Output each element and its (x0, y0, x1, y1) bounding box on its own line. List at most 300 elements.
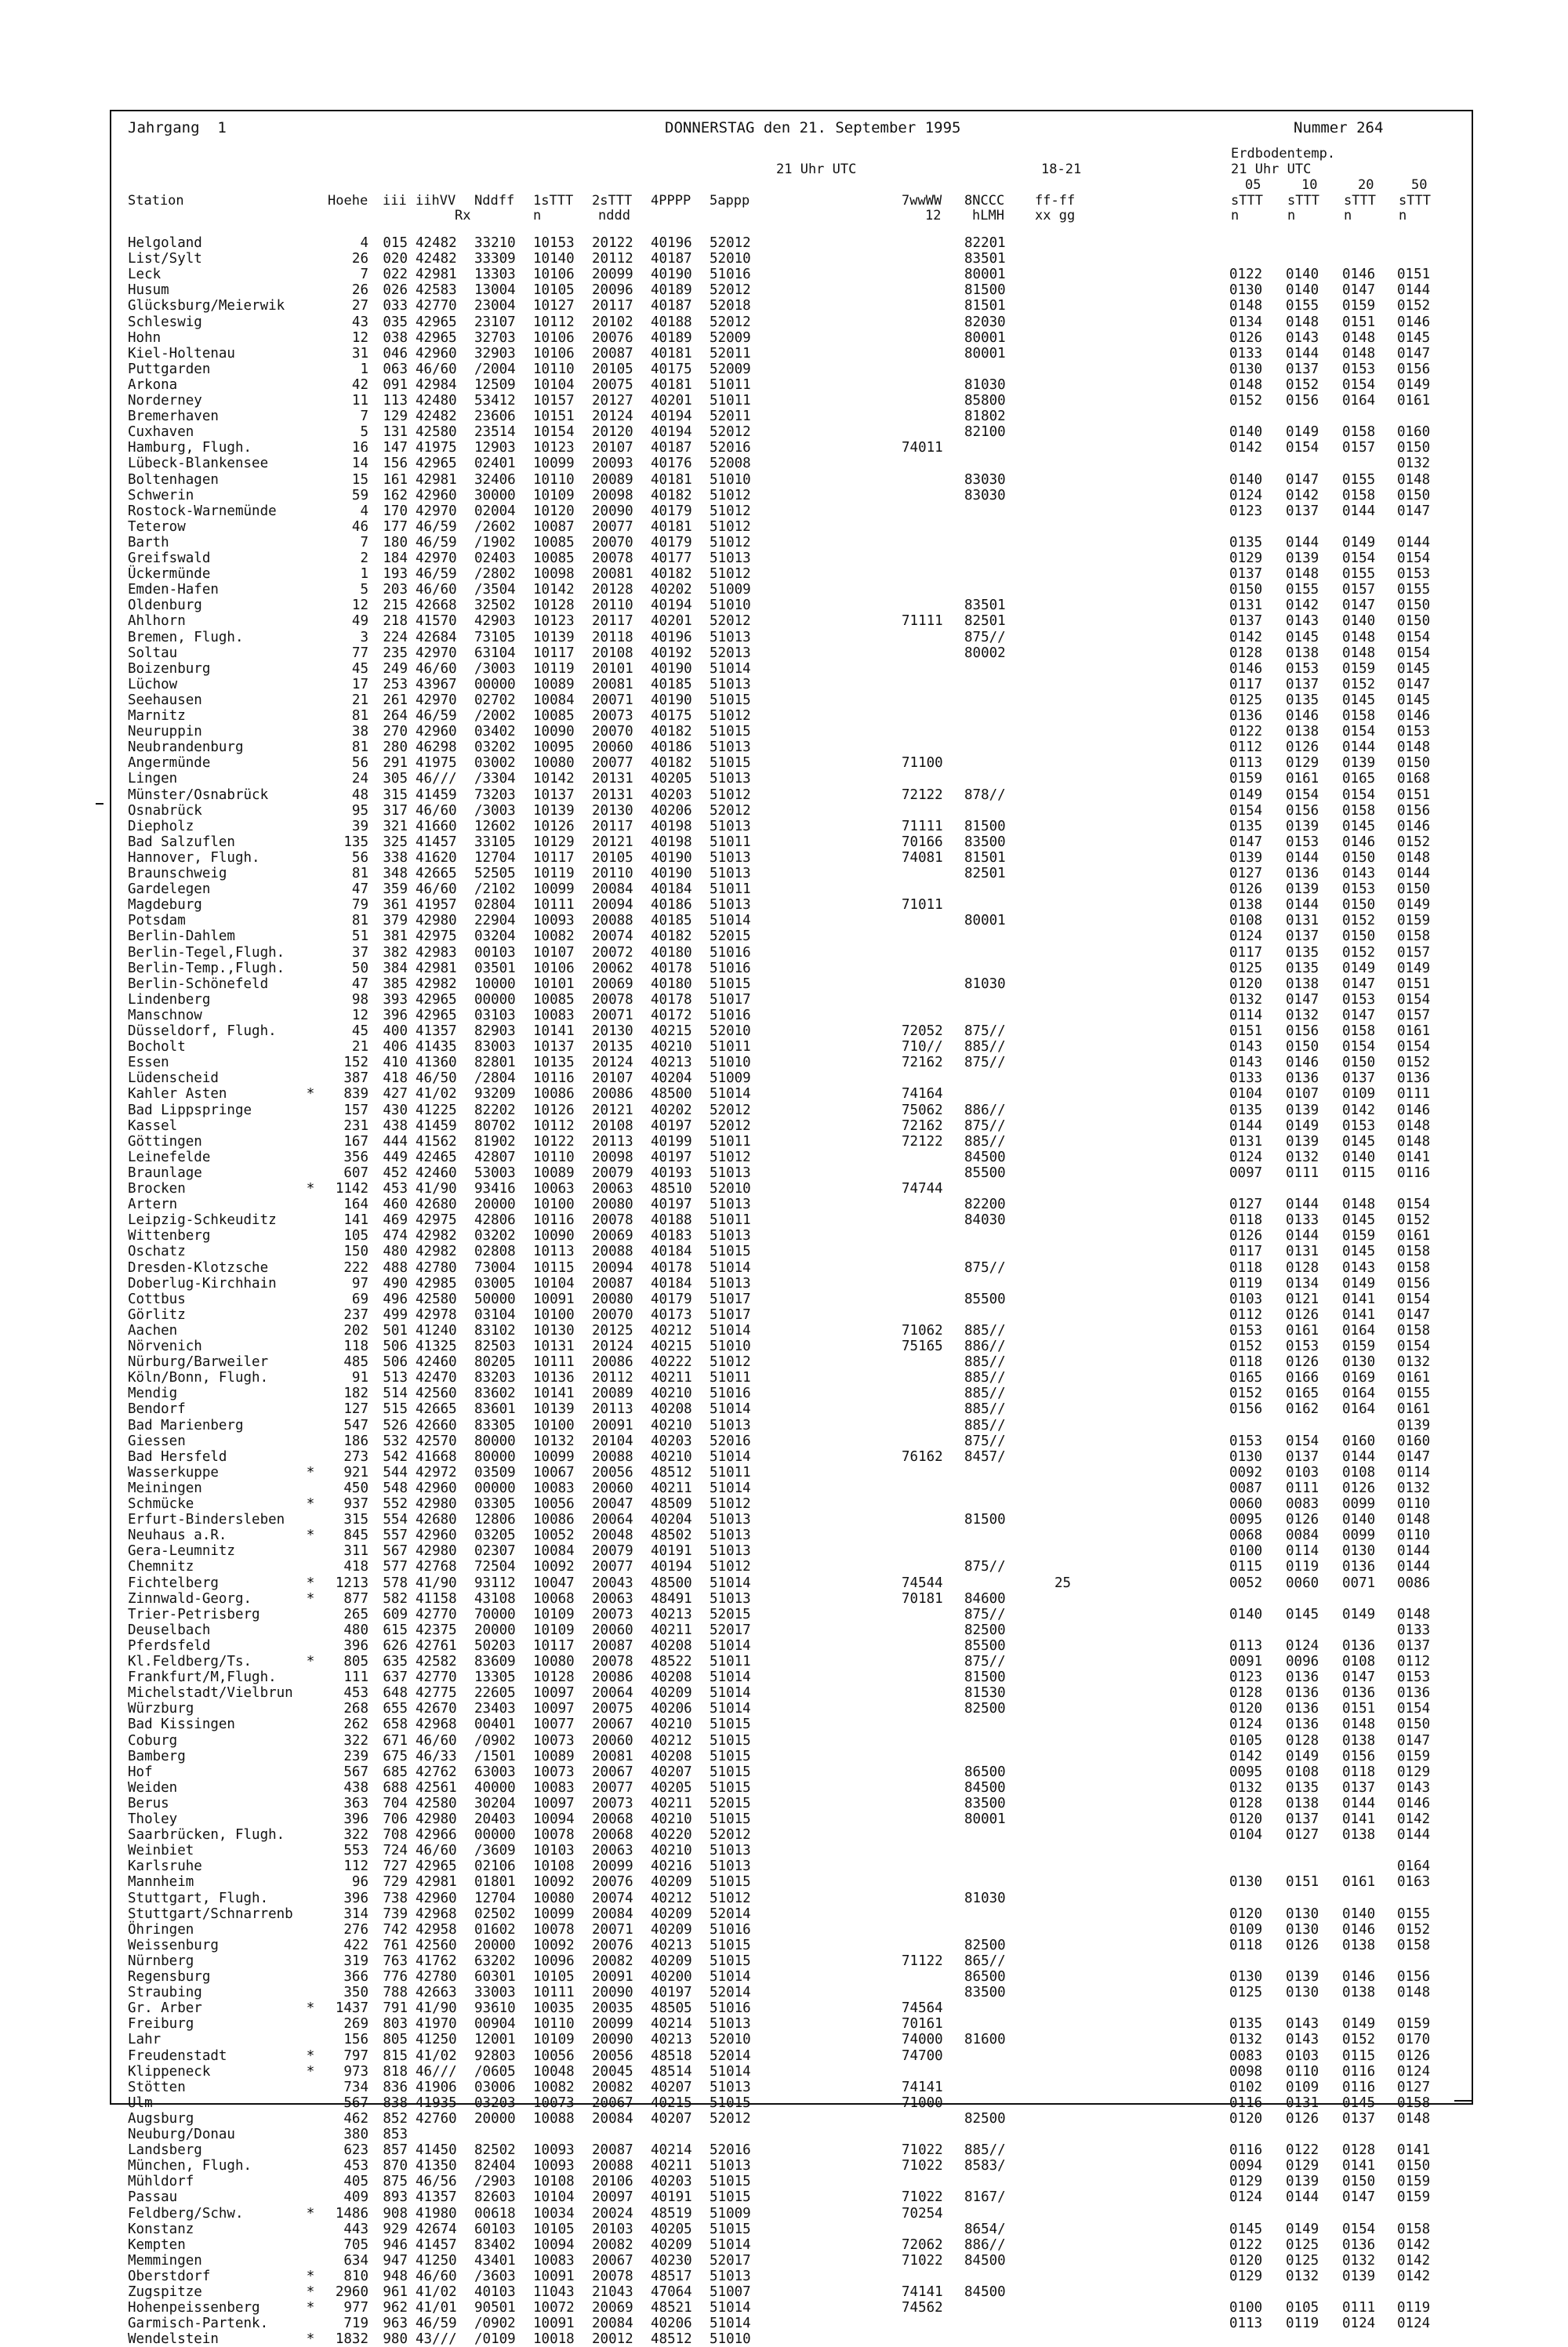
cell-s1: 10097 (533, 1701, 575, 1717)
cell-a5: 51013 (710, 1590, 751, 1607)
cell-s2: 20080 (592, 1197, 633, 1213)
cell-ihvv: 42482 (416, 409, 457, 425)
cell-ihvv: 42460 (416, 1164, 457, 1181)
cell-a5: 51013 (710, 629, 751, 645)
cell-s2: 20024 (592, 2205, 633, 2222)
cell-soil-3: 0099 (1342, 1496, 1376, 1512)
cell-iii: 567 (383, 1543, 408, 1560)
cell-soil-3: 0144 (1342, 739, 1376, 756)
cell-name: Weissenburg (128, 1937, 219, 1953)
cell-s2: 20082 (592, 1953, 633, 1969)
cell-soil-1: 0116 (1229, 2142, 1263, 2159)
cell-a5: 51015 (710, 1811, 751, 1827)
cell-p4: 48491 (651, 1590, 692, 1607)
cell-ihvv: 41/90 (416, 1181, 457, 1197)
cell-a5: 51014 (710, 1480, 751, 1496)
cell-s2: 20087 (592, 1275, 633, 1292)
cell-name: Karlsruhe (128, 1858, 202, 1875)
cell-name: Glücksburg/Meierwik (128, 298, 285, 314)
cell-name: Mühldorf (128, 2174, 194, 2190)
cell-a5: 51012 (710, 1559, 751, 1575)
cell-ihvv: 42985 (416, 1275, 457, 1292)
cell-s2: 20035 (592, 2000, 633, 2017)
cell-ff: 25 (1054, 1575, 1072, 1591)
cell-soil-2: 0137 (1286, 503, 1319, 519)
cell-h: 405 (343, 2174, 368, 2190)
cell-w7: 71122 (902, 1953, 943, 1969)
cell-a5: 52017 (710, 2252, 751, 2269)
cell-soil-3: 0151 (1342, 314, 1376, 330)
cell-h: 43 (351, 314, 368, 330)
cell-soil-2: 0136 (1286, 1701, 1319, 1717)
cell-nddff: 53412 (474, 393, 516, 409)
cell-soil-2: 0111 (1286, 1480, 1319, 1496)
cell-soil-3: 0145 (1342, 818, 1376, 834)
cell-ihvv: 42978 (416, 1306, 457, 1323)
col-ffff-sub: xx gg (1035, 208, 1076, 223)
cell-iii: 427 (383, 1086, 408, 1103)
cell-name: Bad Hersfeld (128, 1448, 227, 1465)
cell-iii: 724 (383, 1843, 408, 1859)
cell-h: 141 (343, 1212, 368, 1229)
cell-name: Artern (128, 1197, 178, 1213)
cell-h: 265 (343, 1606, 368, 1622)
cell-soil-4: 0147 (1397, 1732, 1431, 1749)
cell-name: Brocken (128, 1181, 186, 1197)
cell-h: 7 (360, 409, 368, 425)
cell-h: 157 (343, 1102, 368, 1118)
cell-n8: 84600 (964, 1590, 1006, 1607)
cell-a5: 52014 (710, 1985, 751, 2001)
cell-soil-4: 0154 (1397, 991, 1431, 1008)
col-5appp: 5appp (710, 193, 750, 209)
cell-p4: 40213 (651, 2032, 692, 2048)
cell-nddff: 02401 (474, 456, 516, 472)
cell-ihvv: 42665 (416, 1401, 457, 1418)
cell-a5: 51014 (710, 1259, 751, 1276)
cell-s1: 10105 (533, 1969, 575, 1985)
cell-ihvv: 46/33 (416, 1748, 457, 1764)
cell-p4: 40202 (651, 582, 692, 598)
col-7wwww: 7wwWW (902, 193, 942, 209)
cell-h: 7 (360, 534, 368, 550)
cell-a5: 51014 (710, 913, 751, 929)
cell-n8: 82030 (964, 314, 1006, 330)
cell-a5: 51013 (710, 1543, 751, 1560)
cell-soil-4: 0146 (1397, 818, 1431, 834)
cell-ihvv: 41980 (416, 2205, 457, 2222)
cell-h: 12 (351, 329, 368, 346)
cell-soil-3: 0138 (1342, 1937, 1376, 1953)
cell-s2: 20064 (592, 1685, 633, 1702)
cell-nddff: 42806 (474, 1212, 516, 1229)
cell-s1: 10090 (533, 724, 575, 740)
cell-a5: 51014 (710, 1575, 751, 1591)
cell-ihvv: 42762 (416, 1764, 457, 1780)
cell-p4: 40182 (651, 487, 692, 503)
cell-a5: 51012 (710, 566, 751, 583)
cell-h: 839 (343, 1086, 368, 1103)
cell-soil-4: 0158 (1397, 1937, 1431, 1953)
cell-soil-3: 0169 (1342, 1370, 1376, 1386)
cell-soil-1: 0129 (1229, 2268, 1263, 2284)
cell-iii: 180 (383, 534, 408, 550)
cell-name: Essen (128, 1055, 169, 1071)
cell-p4: 40214 (651, 2142, 692, 2159)
cell-nddff: 82801 (474, 1055, 516, 1071)
cell-p4: 40212 (651, 1322, 692, 1339)
cell-ihvv: 42960 (416, 1480, 457, 1496)
cell-soil-1: 0098 (1229, 2063, 1263, 2080)
cell-soil-4: 0154 (1397, 645, 1431, 661)
cell-a5: 51016 (710, 2000, 751, 2017)
cell-iii: 742 (383, 1921, 408, 1938)
cell-soil-3: 0158 (1342, 1023, 1376, 1039)
cell-soil-1: 0129 (1229, 550, 1263, 566)
cell-w7: 74544 (902, 1575, 943, 1591)
cell-n8: 81530 (964, 1685, 1006, 1702)
cell-ihvv: 46/60 (416, 1732, 457, 1749)
cell-s1: 10087 (533, 518, 575, 535)
cell-iii: 253 (383, 676, 408, 692)
cell-s1: 10136 (533, 1370, 575, 1386)
soil-temp-title: Erdbodentemp. (1231, 146, 1336, 162)
cell-s2: 20107 (592, 440, 633, 456)
cell-a5: 51013 (710, 1858, 751, 1875)
cell-s2: 20077 (592, 1779, 633, 1796)
cell-soil-4: 0148 (1397, 739, 1431, 756)
cell-p4: 40182 (651, 724, 692, 740)
cell-p4: 40187 (651, 440, 692, 456)
cell-s2: 20122 (592, 235, 633, 251)
cell-soil-3: 0164 (1342, 1401, 1376, 1418)
cell-name: Saarbrücken, Flugh. (128, 1827, 285, 1844)
cell-p4: 48505 (651, 2000, 692, 2017)
cell-soil-4: 0154 (1397, 1701, 1431, 1717)
cell-ihvv: 41906 (416, 2079, 457, 2095)
cell-s1: 10103 (533, 1843, 575, 1859)
cell-n8: 81500 (964, 1512, 1006, 1528)
cell-p4: 40181 (651, 345, 692, 361)
cell-ihvv: 41935 (416, 2094, 457, 2111)
cell-iii: 815 (383, 2047, 408, 2064)
cell-ihvv: 42580 (416, 424, 457, 441)
cell-w7: 70166 (902, 834, 943, 850)
cell-p4: 40180 (651, 944, 692, 961)
cell-h: 50 (351, 960, 368, 976)
cell-p4: 40205 (651, 1779, 692, 1796)
cell-nddff: 03501 (474, 960, 516, 976)
cell-s2: 20106 (592, 2174, 633, 2190)
cell-ihvv: 46/60 (416, 2268, 457, 2284)
cell-ihvv: 46/59 (416, 566, 457, 583)
cell-s1: 10139 (533, 1401, 575, 1418)
cell-ihvv: 42975 (416, 1212, 457, 1229)
cell-s2: 20101 (592, 660, 633, 677)
cell-s1: 10091 (533, 1291, 575, 1307)
cell-name: Seehausen (128, 692, 202, 708)
cell-soil-4: 0141 (1397, 2142, 1431, 2159)
cell-ihvv: 42981 (416, 267, 457, 283)
cell-nddff: 83203 (474, 1370, 516, 1386)
cell-p4: 40190 (651, 660, 692, 677)
cell-soil-3: 0147 (1342, 1007, 1376, 1023)
cell-s1: 10157 (533, 393, 575, 409)
cell-ihvv: 42470 (416, 1370, 457, 1386)
cell-soil-4: 0147 (1397, 503, 1431, 519)
cell-soil-4: 0152 (1397, 298, 1431, 314)
volume-label: Jahrgang 1 (128, 119, 227, 136)
cell-soil-4: 0114 (1397, 1464, 1431, 1480)
cell-p4: 40190 (651, 866, 692, 881)
cell-soil-3: 0140 (1342, 1906, 1376, 1922)
cell-a5: 51009 (710, 1070, 751, 1087)
cell-h: 314 (343, 1906, 368, 1922)
cell-a5: 52012 (710, 235, 751, 251)
cell-p4: 40173 (651, 1306, 692, 1323)
cell-s2: 20084 (592, 2110, 633, 2127)
cell-p4: 40208 (651, 1401, 692, 1418)
cell-soil-2: 0140 (1286, 267, 1319, 283)
cell-mark: * (306, 2268, 315, 2284)
cell-n8: 81500 (964, 818, 1006, 834)
cell-ihvv: 42981 (416, 1874, 457, 1891)
cell-ihvv: 42663 (416, 1985, 457, 2001)
cell-nddff: /2002 (474, 708, 516, 724)
cell-soil-2: 0144 (1286, 1228, 1319, 1244)
cell-nddff: 23606 (474, 409, 516, 425)
cell-soil-3: 0154 (1342, 376, 1376, 393)
cell-h: 46 (351, 518, 368, 535)
cell-soil-1: 0115 (1229, 1559, 1263, 1575)
cell-s1: 10094 (533, 1811, 575, 1827)
cell-nddff: /2102 (474, 881, 516, 898)
cell-h: 845 (343, 1528, 368, 1544)
cell-ihvv: 42965 (416, 314, 457, 330)
cell-soil-1: 0154 (1229, 802, 1263, 819)
cell-ihvv: 41357 (416, 1023, 457, 1039)
cell-iii: 305 (383, 771, 408, 787)
cell-soil-4: 0160 (1397, 424, 1431, 441)
cell-name: Ückermünde (128, 566, 211, 583)
cell-s2: 20080 (592, 1291, 633, 1307)
cell-a5: 52014 (710, 1906, 751, 1922)
cell-a5: 52009 (710, 329, 751, 346)
cell-soil-1: 0150 (1229, 582, 1263, 598)
cell-name: Pferdsfeld (128, 1637, 211, 1654)
cell-s2: 20078 (592, 1212, 633, 1229)
cell-nddff: 83305 (474, 1417, 516, 1433)
cell-a5: 52010 (710, 2032, 751, 2048)
cell-n8: 86500 (964, 1969, 1006, 1985)
cell-ihvv: 42970 (416, 503, 457, 519)
cell-s2: 20088 (592, 913, 633, 929)
cell-s1: 10106 (533, 267, 575, 283)
cell-s2: 20060 (592, 1622, 633, 1638)
cell-a5: 51014 (710, 1086, 751, 1103)
cell-ihvv: 42570 (416, 1433, 457, 1449)
cell-p4: 40192 (651, 645, 692, 661)
cell-s1: 10047 (533, 1575, 575, 1591)
cell-iii: 946 (383, 2236, 408, 2253)
cell-soil-3: 0146 (1342, 1969, 1376, 1985)
cell-h: 2 (360, 550, 368, 566)
cell-s1: 10068 (533, 1590, 575, 1607)
cell-h: 12 (351, 598, 368, 614)
cell-ihvv: 46/59 (416, 518, 457, 535)
cell-n8: 81600 (964, 2032, 1006, 2048)
cell-soil-2: 0139 (1286, 1969, 1319, 1985)
cell-nddff: 82202 (474, 1102, 516, 1118)
cell-s1: 10035 (533, 2000, 575, 2017)
cell-s2: 20043 (592, 1575, 633, 1591)
cell-n8: 82100 (964, 424, 1006, 441)
bottom-rule (1454, 2100, 1472, 2102)
cell-p4: 48500 (651, 1086, 692, 1103)
cell-p4: 40215 (651, 1023, 692, 1039)
cell-iii: 438 (383, 1117, 408, 1134)
cell-soil-3: 0159 (1342, 298, 1376, 314)
cell-iii: 929 (383, 2221, 408, 2237)
cell-a5: 51013 (710, 739, 751, 756)
cell-soil-3: 0140 (1342, 1512, 1376, 1528)
cell-nddff: 70000 (474, 1606, 516, 1622)
cell-nddff: 33003 (474, 1985, 516, 2001)
cell-nddff: 03103 (474, 1007, 516, 1023)
cell-a5: 51015 (710, 692, 751, 708)
cell-soil-2: 0154 (1286, 787, 1319, 803)
cell-name: Fichtelberg (128, 1575, 219, 1591)
cell-p4: 40188 (651, 314, 692, 330)
cell-name: Gardelegen (128, 881, 211, 898)
cell-name: Lindenberg (128, 991, 211, 1008)
cell-n8: 875// (964, 1259, 1006, 1276)
cell-nddff: 03005 (474, 1275, 516, 1292)
cell-nddff: 63104 (474, 645, 516, 661)
cell-nddff: /3003 (474, 802, 516, 819)
cell-soil-1: 0083 (1229, 2047, 1263, 2064)
cell-soil-1: 0135 (1229, 2016, 1263, 2033)
cell-soil-2: 0137 (1286, 676, 1319, 692)
cell-soil-3: 0144 (1342, 503, 1376, 519)
cell-n8: 84500 (964, 2252, 1006, 2269)
cell-p4: 40208 (651, 1748, 692, 1764)
cell-a5: 52012 (710, 1102, 751, 1118)
cell-soil-2: 0136 (1286, 866, 1319, 881)
cell-soil-2: 0125 (1286, 2236, 1319, 2253)
cell-s1: 10112 (533, 1117, 575, 1134)
cell-nddff: /3304 (474, 771, 516, 787)
cell-s1: 10082 (533, 2079, 575, 2095)
cell-iii: 218 (383, 613, 408, 630)
cell-a5: 51015 (710, 2221, 751, 2237)
cell-h: 202 (343, 1322, 368, 1339)
cell-a5: 51016 (710, 1921, 751, 1938)
cell-soil-3: 0160 (1342, 1433, 1376, 1449)
cell-soil-1: 0133 (1229, 1070, 1263, 1087)
cell-soil-1: 0159 (1229, 771, 1263, 787)
cell-ihvv: 41360 (416, 1055, 457, 1071)
cell-soil-4: 0157 (1397, 944, 1431, 961)
cell-p4: 48518 (651, 2047, 692, 2064)
cell-name: Soltau (128, 645, 178, 661)
cell-s1: 10073 (533, 1732, 575, 1749)
cell-p4: 40210 (651, 1843, 692, 1859)
cell-nddff: 02307 (474, 1543, 516, 1560)
cell-soil-2: 0127 (1286, 1827, 1319, 1844)
margin-mark (96, 803, 103, 805)
cell-p4: 40206 (651, 2316, 692, 2332)
cell-s2: 20078 (592, 2268, 633, 2284)
cell-soil-4: 0168 (1397, 771, 1431, 787)
cell-soil-1: 0142 (1229, 629, 1263, 645)
cell-name: Neuruppin (128, 724, 202, 740)
cell-s1: 10106 (533, 960, 575, 976)
cell-name: Braunlage (128, 1164, 202, 1181)
cell-s2: 20056 (592, 1464, 633, 1480)
cell-soil-2: 0083 (1286, 1496, 1319, 1512)
cell-w7: 74081 (902, 849, 943, 866)
cell-h: 977 (343, 2300, 368, 2316)
cell-p4: 40189 (651, 282, 692, 299)
cell-soil-1: 0130 (1229, 282, 1263, 299)
cell-iii: 857 (383, 2142, 408, 2159)
cell-n8: 84500 (964, 1149, 1006, 1165)
cell-h: 38 (351, 724, 368, 740)
cell-soil-3: 0153 (1342, 1117, 1376, 1134)
cell-s2: 20087 (592, 345, 633, 361)
cell-w7: 74141 (902, 2079, 943, 2095)
cell-s2: 20056 (592, 2047, 633, 2064)
cell-name: Cottbus (128, 1291, 186, 1307)
cell-soil-4: 0152 (1397, 1055, 1431, 1071)
cell-s2: 21043 (592, 2284, 633, 2300)
cell-nddff: /0902 (474, 2316, 516, 2332)
cell-h: 805 (343, 1654, 368, 1669)
cell-soil-1: 0116 (1229, 2094, 1263, 2111)
cell-w7: 71022 (902, 2142, 943, 2159)
cell-soil-2: 0107 (1286, 1086, 1319, 1103)
cell-soil-4: 0156 (1397, 361, 1431, 377)
cell-soil-4: 0154 (1397, 629, 1431, 645)
cell-n8: 81030 (964, 975, 1006, 992)
cell-soil-4: 0148 (1397, 1985, 1431, 2001)
cell-a5: 52010 (710, 251, 751, 267)
cell-h: 937 (343, 1496, 368, 1512)
cell-iii: 406 (383, 1039, 408, 1055)
cell-soil-1: 0095 (1229, 1764, 1263, 1780)
cell-s2: 20067 (592, 2252, 633, 2269)
cell-nddff: 13303 (474, 267, 516, 283)
cell-a5: 51015 (710, 1937, 751, 1953)
cell-soil-3: 0115 (1342, 2047, 1376, 2064)
cell-p4: 40203 (651, 787, 692, 803)
cell-nddff: 01602 (474, 1921, 516, 1938)
cell-a5: 51013 (710, 676, 751, 692)
cell-soil-1: 0109 (1229, 1921, 1263, 1938)
cell-s2: 20128 (592, 582, 633, 598)
cell-ihvv: 41357 (416, 2189, 457, 2206)
cell-h: 366 (343, 1969, 368, 1985)
cell-ihvv: 46/60 (416, 802, 457, 819)
cell-n8: 82201 (964, 235, 1006, 251)
cell-nddff: 00000 (474, 1480, 516, 1496)
cell-p4: 40207 (651, 1764, 692, 1780)
cell-p4: 40194 (651, 1559, 692, 1575)
cell-soil-1: 0087 (1229, 1480, 1263, 1496)
cell-name: Braunschweig (128, 866, 227, 881)
cell-iii: 177 (383, 518, 408, 535)
